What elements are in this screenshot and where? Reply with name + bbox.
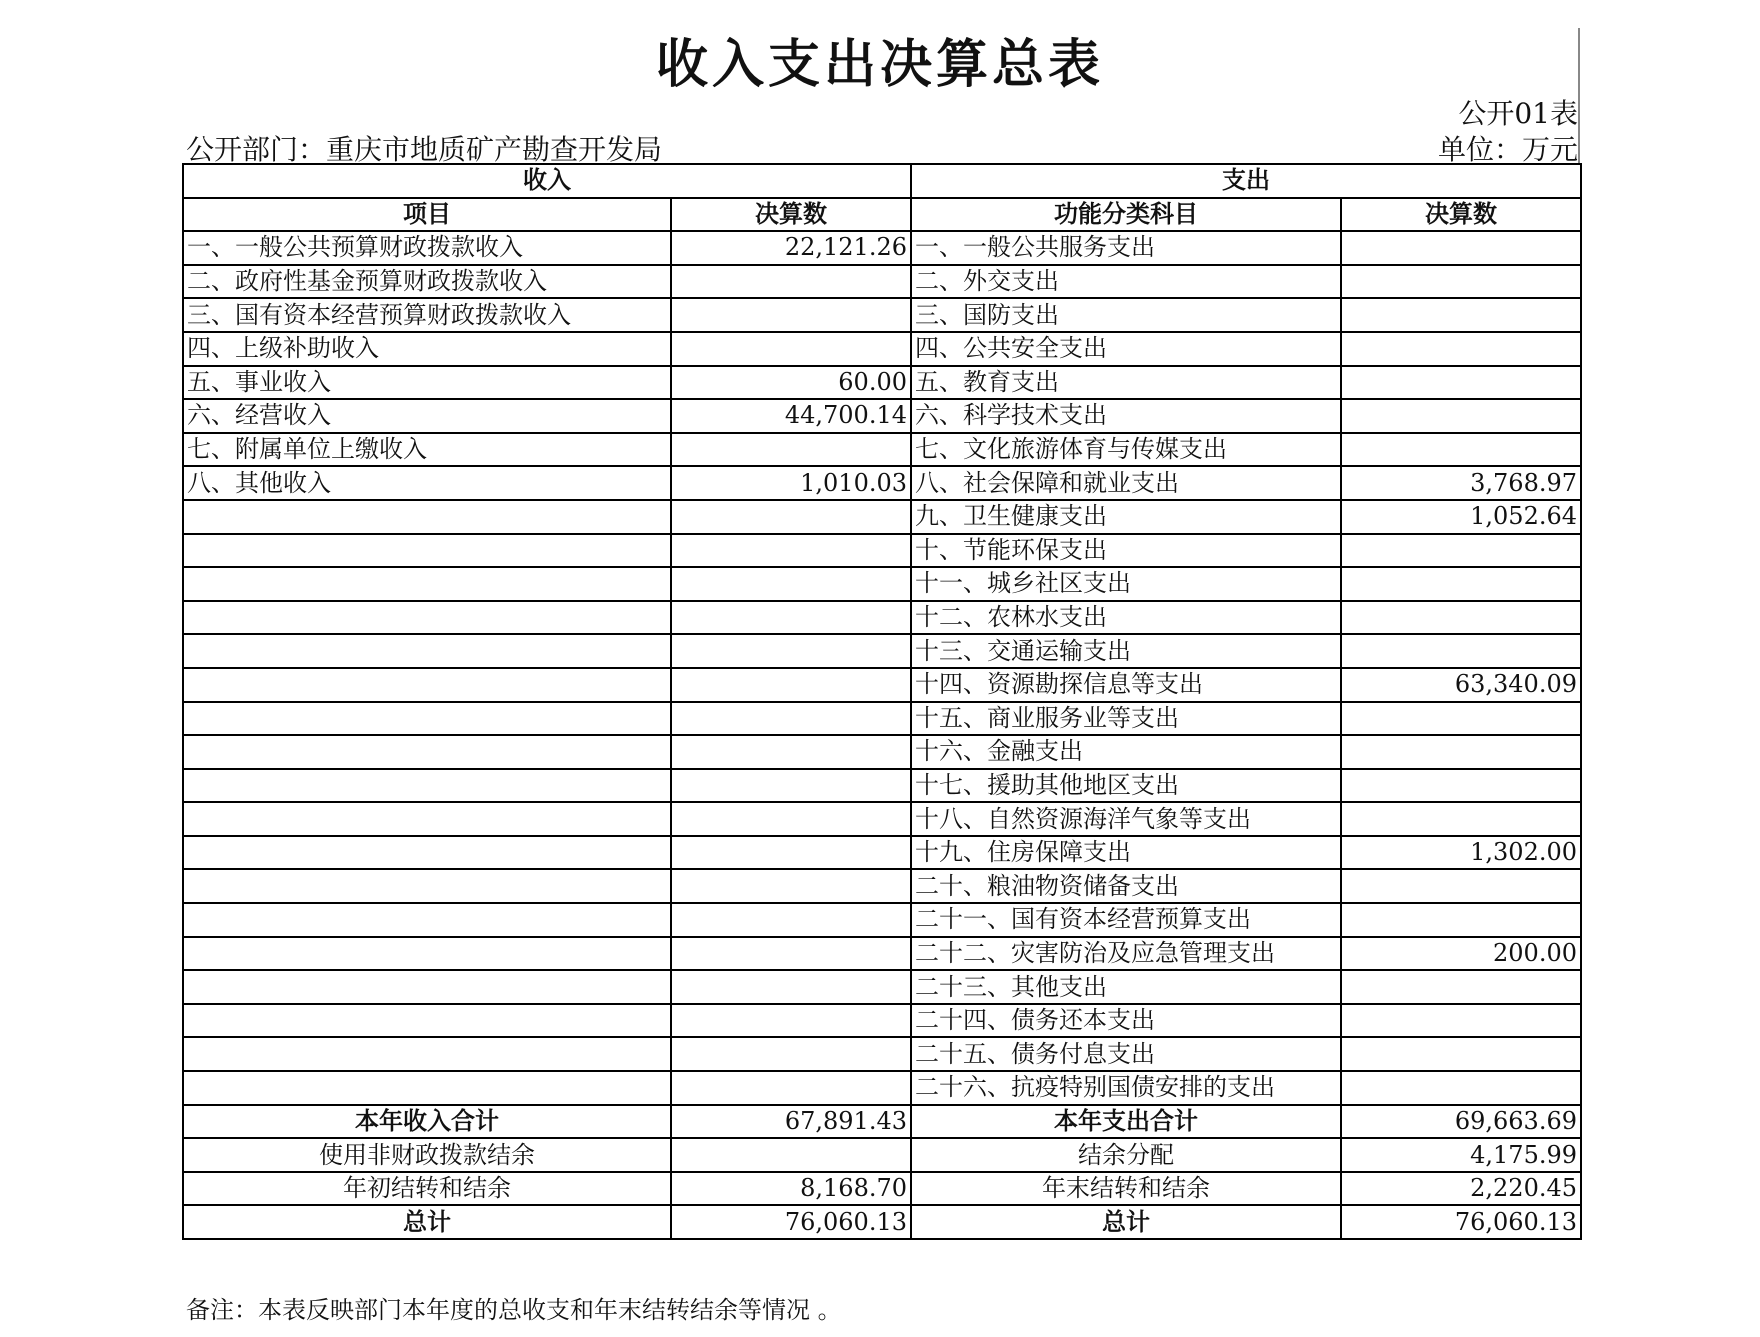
income-item-cell (183, 937, 671, 971)
summary-row (183, 1172, 1581, 1206)
summary-income-amount: 67,891.43 (671, 1105, 911, 1139)
expense-amount-cell (1341, 366, 1581, 400)
summary-income-amount: 76,060.13 (671, 1205, 911, 1239)
budget-table (182, 163, 1582, 1240)
expense-amount-cell (1341, 970, 1581, 1004)
income-amount-cell (671, 298, 911, 332)
table-row (183, 433, 1581, 467)
expense-amount-cell (1341, 802, 1581, 836)
income-item-cell (183, 601, 671, 635)
table-row (183, 668, 1581, 702)
income-item-cell (183, 702, 671, 736)
summary-row (183, 1105, 1581, 1139)
table-row (183, 265, 1581, 299)
income-amount-cell (671, 702, 911, 736)
income-amount-cell (671, 668, 911, 702)
page-edge-line (1578, 28, 1580, 163)
summary-expense-label: 本年支出合计 (911, 1105, 1341, 1139)
income-amount-cell: 1,010.03 (671, 466, 911, 500)
income-amount-cell (671, 634, 911, 668)
expense-amount-cell (1341, 869, 1581, 903)
income-amount-cell (671, 802, 911, 836)
expense-amount-cell (1341, 534, 1581, 568)
expense-amount-header: 决算数 (1341, 198, 1581, 232)
table-row (183, 634, 1581, 668)
summary-expense-amount: 2,220.45 (1341, 1172, 1581, 1206)
income-amount-cell (671, 534, 911, 568)
table-row (183, 869, 1581, 903)
table-row (183, 802, 1581, 836)
table-body (183, 231, 1581, 1104)
income-amount-cell (671, 1071, 911, 1105)
expense-item-cell: 十二、农林水支出 (911, 601, 1341, 635)
income-amount-cell (671, 265, 911, 299)
summary-expense-label: 结余分配 (911, 1138, 1341, 1172)
table-row (183, 702, 1581, 736)
expense-item-cell: 二十二、灾害防治及应急管理支出 (911, 937, 1341, 971)
expense-item-cell: 三、国防支出 (911, 298, 1341, 332)
income-item-cell: 三、国有资本经营预算财政拨款收入 (183, 298, 671, 332)
income-item-cell (183, 903, 671, 937)
expense-amount-cell (1341, 433, 1581, 467)
expense-item-cell: 十七、援助其他地区支出 (911, 769, 1341, 803)
income-section-header: 收入 (183, 164, 911, 198)
expense-item-cell: 二十六、抗疫特别国债安排的支出 (911, 1071, 1341, 1105)
expense-item-cell: 七、文化旅游体育与传媒支出 (911, 433, 1341, 467)
expense-amount-cell: 200.00 (1341, 937, 1581, 971)
table-row (183, 836, 1581, 870)
expense-item-cell: 十六、金融支出 (911, 735, 1341, 769)
income-item-cell (183, 500, 671, 534)
table-row (183, 567, 1581, 601)
unit-label: 单位：万元 (1437, 133, 1578, 166)
income-amount-cell (671, 1037, 911, 1071)
summary-expense-label: 年末结转和结余 (911, 1172, 1341, 1206)
income-item-cell (183, 1004, 671, 1038)
income-amount-cell (671, 735, 911, 769)
section-header-row (183, 164, 1581, 198)
expense-amount-cell: 3,768.97 (1341, 466, 1581, 500)
expense-amount-cell: 1,052.64 (1341, 500, 1581, 534)
summary-income-label: 总计 (183, 1205, 671, 1239)
expense-amount-cell: 1,302.00 (1341, 836, 1581, 870)
income-item-cell: 五、事业收入 (183, 366, 671, 400)
expense-item-cell: 一、一般公共服务支出 (911, 231, 1341, 265)
table-row (183, 366, 1581, 400)
expense-amount-cell (1341, 231, 1581, 265)
income-item-cell (183, 534, 671, 568)
income-amount-cell (671, 601, 911, 635)
expense-item-cell: 五、教育支出 (911, 366, 1341, 400)
income-amount-header: 决算数 (671, 198, 911, 232)
income-item-cell (183, 735, 671, 769)
income-amount-cell (671, 500, 911, 534)
income-item-cell: 一、一般公共预算财政拨款收入 (183, 231, 671, 265)
income-item-cell (183, 668, 671, 702)
summary-income-amount (671, 1138, 911, 1172)
footnote: 备注：本表反映部门本年度的总收支和年末结转结余等情况 。 (186, 1296, 842, 1324)
table-row (183, 231, 1581, 265)
summary-expense-label: 总计 (911, 1205, 1341, 1239)
expense-item-cell: 二十、粮油物资储备支出 (911, 869, 1341, 903)
expense-amount-cell (1341, 634, 1581, 668)
summary-income-amount: 8,168.70 (671, 1172, 911, 1206)
table-row (183, 1071, 1581, 1105)
table-row (183, 970, 1581, 1004)
summary-expense-amount: 76,060.13 (1341, 1205, 1581, 1239)
expense-item-header: 功能分类科目 (911, 198, 1341, 232)
table-row (183, 466, 1581, 500)
income-item-cell: 六、经营收入 (183, 399, 671, 433)
expense-amount-cell: 63,340.09 (1341, 668, 1581, 702)
expense-item-cell: 二十四、债务还本支出 (911, 1004, 1341, 1038)
income-item-cell (183, 869, 671, 903)
table-row (183, 903, 1581, 937)
table-row (183, 769, 1581, 803)
income-item-cell (183, 970, 671, 1004)
expense-item-cell: 十四、资源勘探信息等支出 (911, 668, 1341, 702)
expense-amount-cell (1341, 769, 1581, 803)
expense-item-cell: 十九、住房保障支出 (911, 836, 1341, 870)
table-row (183, 399, 1581, 433)
income-amount-cell (671, 769, 911, 803)
table-row (183, 298, 1581, 332)
expense-amount-cell (1341, 702, 1581, 736)
form-number: 公开01表 (1458, 97, 1578, 130)
income-item-cell: 八、其他收入 (183, 466, 671, 500)
expense-item-cell: 十三、交通运输支出 (911, 634, 1341, 668)
expense-amount-cell (1341, 399, 1581, 433)
income-item-cell: 二、政府性基金预算财政拨款收入 (183, 265, 671, 299)
department-label: 公开部门：重庆市地质矿产勘查开发局 (186, 133, 663, 166)
summary-body (183, 1105, 1581, 1239)
income-amount-cell (671, 937, 911, 971)
income-amount-cell: 44,700.14 (671, 399, 911, 433)
summary-income-label: 年初结转和结余 (183, 1172, 671, 1206)
expense-amount-cell (1341, 567, 1581, 601)
expense-amount-cell (1341, 903, 1581, 937)
income-amount-cell (671, 1004, 911, 1038)
income-item-cell: 四、上级补助收入 (183, 332, 671, 366)
income-amount-cell (671, 433, 911, 467)
expense-amount-cell (1341, 735, 1581, 769)
income-item-cell (183, 802, 671, 836)
expense-section-header: 支出 (911, 164, 1581, 198)
income-item-cell (183, 1071, 671, 1105)
income-item-cell: 七、附属单位上缴收入 (183, 433, 671, 467)
income-item-cell (183, 769, 671, 803)
expense-item-cell: 八、社会保障和就业支出 (911, 466, 1341, 500)
table-row (183, 500, 1581, 534)
summary-income-label: 本年收入合计 (183, 1105, 671, 1139)
summary-expense-amount: 69,663.69 (1341, 1105, 1581, 1139)
income-item-header: 项目 (183, 198, 671, 232)
expense-item-cell: 二十五、债务付息支出 (911, 1037, 1341, 1071)
expense-item-cell: 十、节能环保支出 (911, 534, 1341, 568)
income-amount-cell (671, 869, 911, 903)
summary-row (183, 1138, 1581, 1172)
expense-amount-cell (1341, 1037, 1581, 1071)
expense-amount-cell (1341, 265, 1581, 299)
summary-row (183, 1205, 1581, 1239)
income-item-cell (183, 836, 671, 870)
expense-amount-cell (1341, 1071, 1581, 1105)
income-amount-cell: 60.00 (671, 366, 911, 400)
column-header-row (183, 198, 1581, 232)
expense-item-cell: 二十一、国有资本经营预算支出 (911, 903, 1341, 937)
table-row (183, 601, 1581, 635)
income-amount-cell (671, 903, 911, 937)
table-row (183, 1037, 1581, 1071)
expense-amount-cell (1341, 332, 1581, 366)
expense-item-cell: 九、卫生健康支出 (911, 500, 1341, 534)
expense-item-cell: 二十三、其他支出 (911, 970, 1341, 1004)
expense-amount-cell (1341, 601, 1581, 635)
income-item-cell (183, 1037, 671, 1071)
table-row (183, 534, 1581, 568)
expense-item-cell: 二、外交支出 (911, 265, 1341, 299)
table-row (183, 735, 1581, 769)
income-amount-cell (671, 836, 911, 870)
income-item-cell (183, 567, 671, 601)
page-title: 收入支出决算总表 (655, 35, 1104, 95)
table-row (183, 1004, 1581, 1038)
summary-expense-amount: 4,175.99 (1341, 1138, 1581, 1172)
expense-amount-cell (1341, 1004, 1581, 1038)
income-item-cell (183, 634, 671, 668)
table-row (183, 937, 1581, 971)
summary-income-label: 使用非财政拨款结余 (183, 1138, 671, 1172)
expense-item-cell: 十一、城乡社区支出 (911, 567, 1341, 601)
income-amount-cell (671, 970, 911, 1004)
expense-item-cell: 六、科学技术支出 (911, 399, 1341, 433)
expense-item-cell: 十八、自然资源海洋气象等支出 (911, 802, 1341, 836)
table-row (183, 332, 1581, 366)
expense-item-cell: 十五、商业服务业等支出 (911, 702, 1341, 736)
expense-amount-cell (1341, 298, 1581, 332)
income-amount-cell (671, 332, 911, 366)
expense-item-cell: 四、公共安全支出 (911, 332, 1341, 366)
income-amount-cell (671, 567, 911, 601)
income-amount-cell: 22,121.26 (671, 231, 911, 265)
